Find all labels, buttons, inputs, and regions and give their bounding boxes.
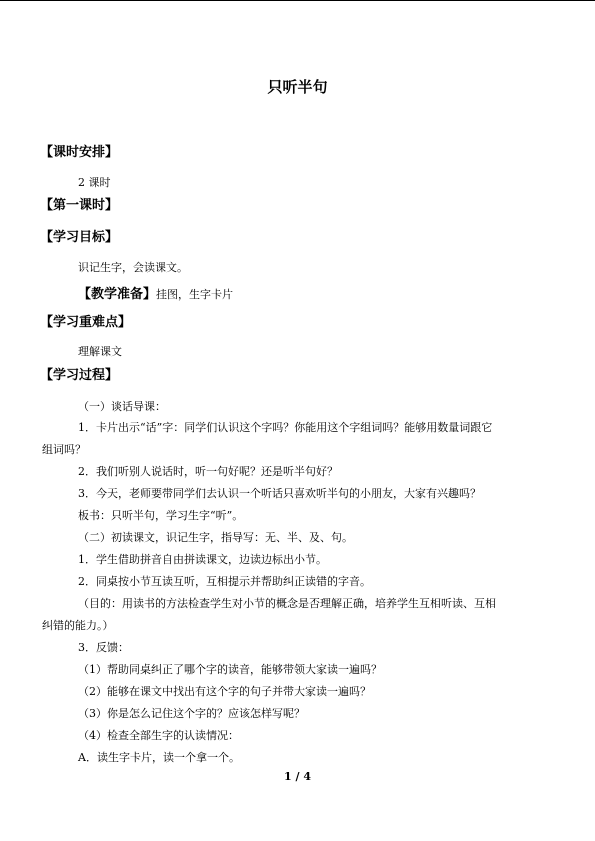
process-line: （二）初读课文，识记生字，指导写：无、半、及、句。 <box>78 531 353 544</box>
heading-schedule: 【课时安排】 <box>40 145 119 160</box>
heading-key-points: 【学习重难点】 <box>40 315 132 330</box>
top-border-line <box>0 0 595 1</box>
heading-lesson-one: 【第一课时】 <box>40 198 119 213</box>
process-line: 1．卡片出示“话”字：同学们认识这个字吗？你能用这个字组词吗？能够用数量词跟它 <box>78 421 493 434</box>
process-line: 3．反馈： <box>78 641 129 654</box>
objectives-text: 识记生字，会读课文。 <box>78 261 188 274</box>
process-line: 1．学生借助拼音自由拼读课文，边读边标出小节。 <box>78 553 327 566</box>
process-line: （目的：用读书的方法检查学生对小节的概念是否理解正确，培养学生互相听读、互相 <box>78 597 496 610</box>
process-line: 板书：只听半句，学习生字“听”。 <box>78 509 244 522</box>
heading-process: 【学习过程】 <box>40 368 119 383</box>
process-line: （2）能够在课文中找出有这个字的句子并带大家读一遍吗？ <box>78 685 371 698</box>
schedule-value: 2 课时 <box>78 176 111 189</box>
page-number: 1 / 4 <box>284 770 311 783</box>
process-line: 2．我们听别人说话时，听一句好呢？还是听半句好？ <box>78 465 338 478</box>
process-line: （1）帮助同桌纠正了哪个字的读音，能够带领大家读一遍吗？ <box>78 663 382 676</box>
process-line: 2．同桌按小节互读互听，互相提示并帮助纠正读错的字音。 <box>78 575 371 588</box>
key-points-text: 理解课文 <box>78 345 122 358</box>
preparation-line <box>78 285 233 301</box>
process-line: A．读生字卡片，读一个拿一个。 <box>78 751 240 764</box>
process-line: （一）谈话导课： <box>78 400 166 413</box>
process-line: （3）你是怎么记住这个字的？应该怎样写呢？ <box>78 707 305 720</box>
process-line: 组词吗？ <box>42 443 86 456</box>
process-line: （4）检查全部生字的认读情况： <box>78 729 239 742</box>
heading-preparation: 【教学准备】 <box>78 287 157 302</box>
process-line: 3．今天，老师要带同学们去认识一个听话只喜欢听半句的小朋友，大家有兴趣吗？ <box>78 487 481 500</box>
preparation-text: 挂图，生字卡片 <box>156 288 234 301</box>
page-title: 只听半句 <box>267 78 328 96</box>
process-line: 纠错的能力。） <box>42 619 114 632</box>
heading-objectives: 【学习目标】 <box>40 230 119 245</box>
